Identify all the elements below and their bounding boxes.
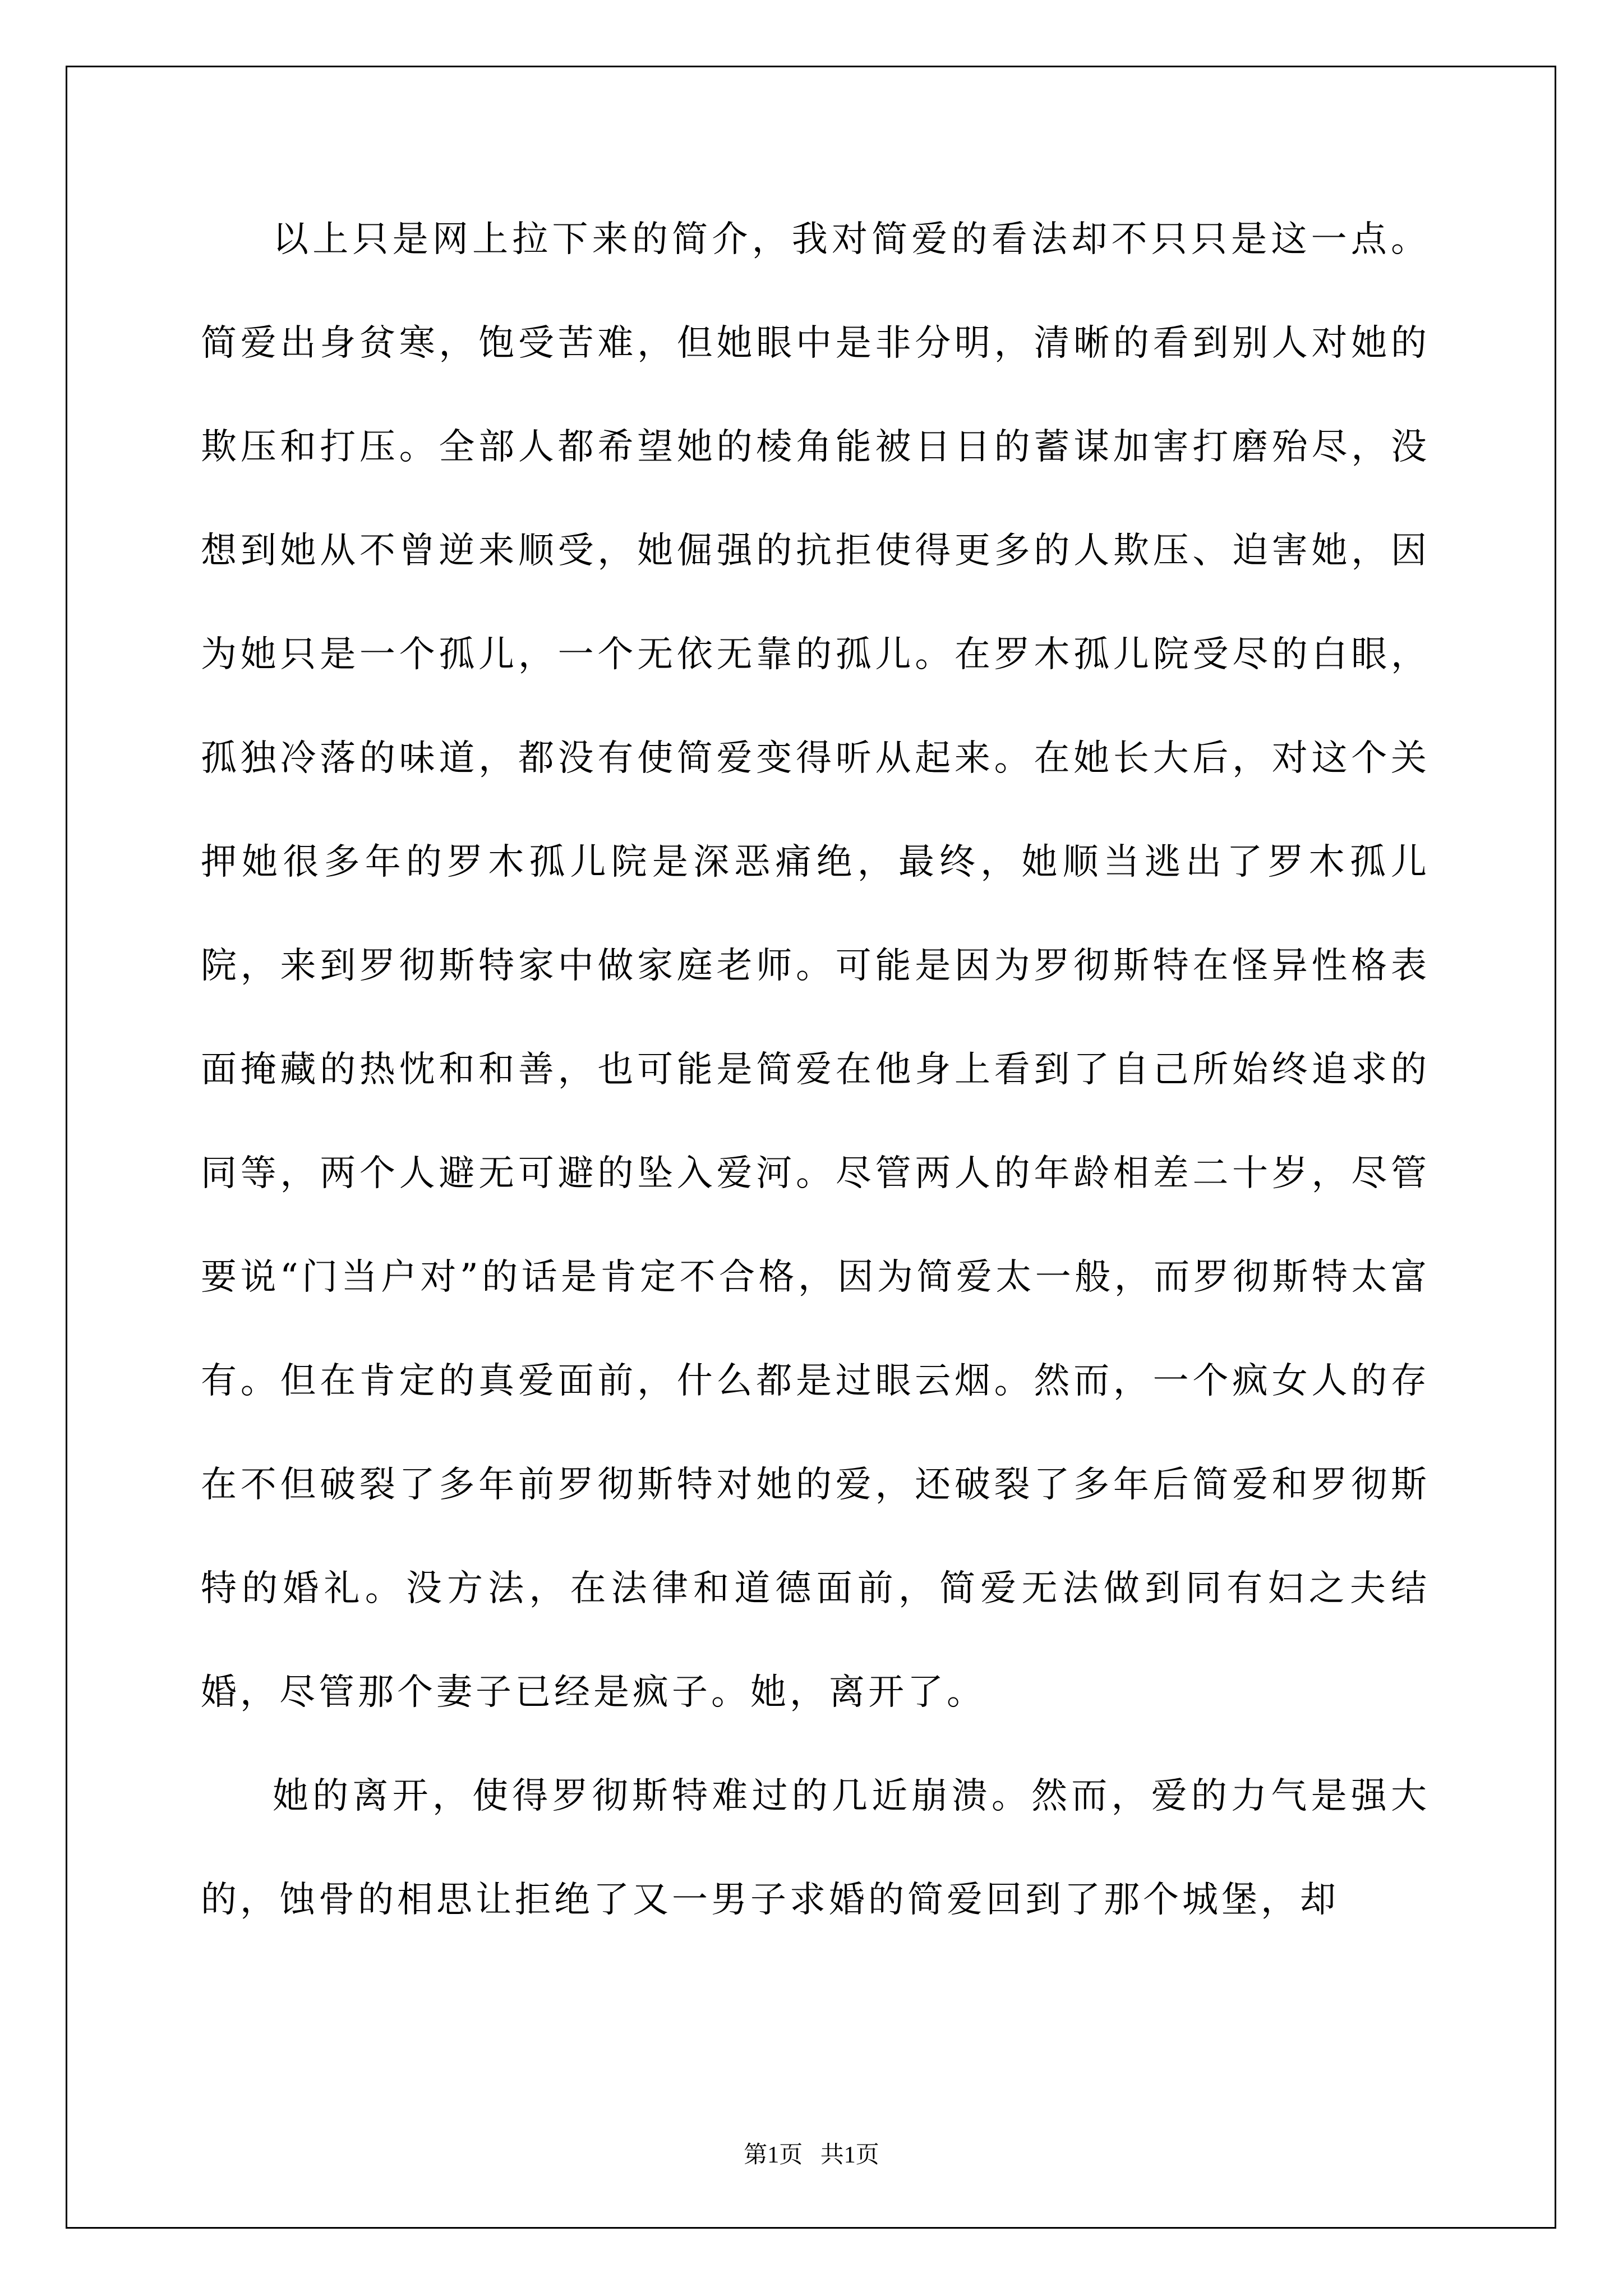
page-total: 共1页 <box>820 2142 879 2168</box>
page-footer <box>0 2136 1623 2170</box>
page-number: 第1页 <box>744 2142 803 2168</box>
paragraph-2: 她的离开，使得罗彻斯特难过的几近崩溃。然而，爱的力气是强大的，蚀骨的相思让拒绝了又一男子求婚的简爱回到了那个城堡，却 <box>201 1775 1430 1921</box>
document-body <box>201 188 1430 1952</box>
paragraph-1: 以上只是网上拉下来的简介，我对简爱的看法却不只只是这一点。简爱出身贫寒，饱受苦难，但她眼中是非分明，清晰的看到别人对她的欺压和打压。全部人都希望她的棱角能被日日的蓄谋加害打磨殆尽，没想到她从不曾逆来顺受，她倔强的抗拒使得更多的人欺压、迫害她，因为她只是一个孤儿，一个无依无靠的孤儿。在罗木孤儿院受尽的白眼，孤独冷落的味道，都没有使简爱变得听从起来。在她长大后，对这个关押她很多年的罗木孤儿院是深恶痛绝，最终，她顺当逃出了罗木孤儿院，来到罗彻斯特家中做家庭老师。可能是因为罗彻斯特在怪异性格表面掩藏的热忱和和善，也可能是简爱在他身上看到了自己所始终追求的同等，两个人避无可避的坠入爱河。尽管两人的年龄相差二十岁，尽管要说“门当户对”的话是肯定不合格，因为简爱太一般，而罗彻斯特太富有。但在肯定的真爱面前，什么都是过眼云烟。然而，一个疯女人的存在不但破裂了多年前罗彻斯特对她的爱，还破裂了多年后简爱和罗彻斯特的婚礼。没方法，在法律和道德面前，简爱无法做到同有妇之夫结婚，尽管那个妻子已经是疯子。她，离开了。 <box>201 219 1430 1713</box>
